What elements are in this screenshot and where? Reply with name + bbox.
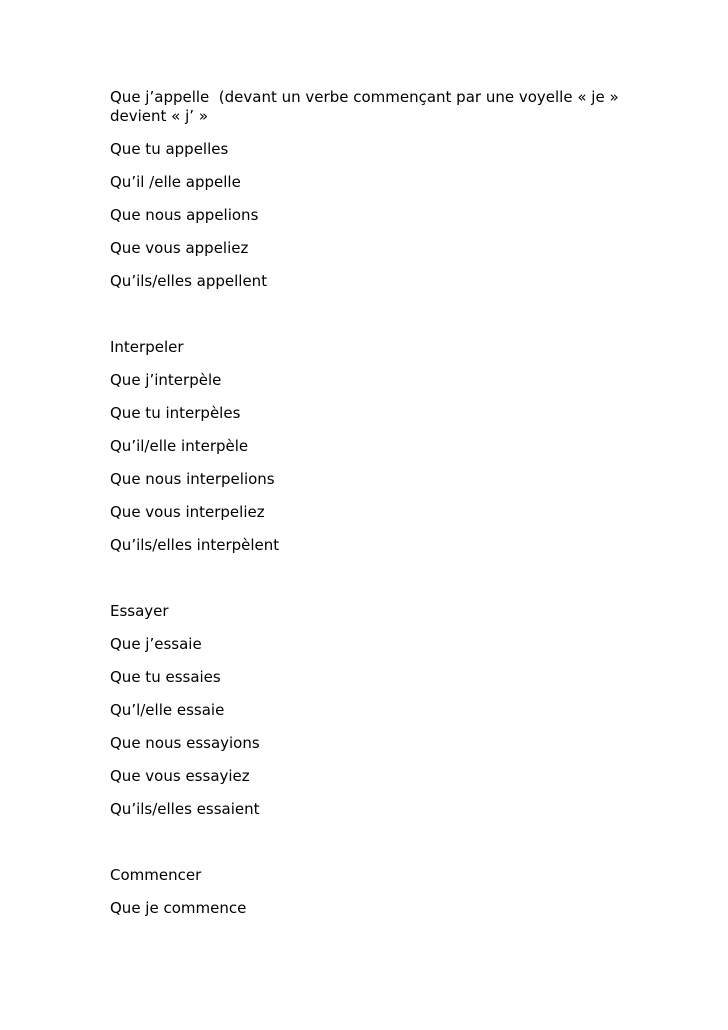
conjugation-line: Qu’il/elle interpèle [110, 437, 249, 455]
conjugation-line: Qu’ils/elles appellent [110, 272, 268, 290]
section-spacer [110, 569, 630, 602]
conjugation-line: Que j’interpèle [110, 371, 222, 389]
conjugation-line: Que j’essaie [110, 635, 202, 653]
conjugation-line: Que tu interpèles [110, 404, 241, 422]
conjugation-line: Qu’ils/elles essaient [110, 800, 260, 818]
conjugation-line: Que nous appelions [110, 206, 259, 224]
verb-heading: Interpeler [110, 338, 184, 356]
section-appeler [110, 88, 630, 291]
conjugation-line: Que vous interpeliez [110, 503, 265, 521]
verb-heading: Essayer [110, 602, 169, 620]
conjugation-line: Qu’ils/elles interpèlent [110, 536, 280, 554]
section-spacer [110, 833, 630, 866]
conjugation-line: Que vous appeliez [110, 239, 249, 257]
conjugation-line: Que je commence [110, 899, 247, 917]
conjugation-line: Qu’l/elle essaie [110, 701, 225, 719]
conjugation-line: Que tu essaies [110, 668, 221, 686]
document-page [110, 88, 630, 932]
conjugation-line: Que tu appelles [110, 140, 229, 158]
section-spacer [110, 305, 630, 338]
conjugation-line: Que nous interpelions [110, 470, 275, 488]
conjugation-line: Qu’il /elle appelle [110, 173, 241, 191]
conjugation-line: Que nous essayions [110, 734, 260, 752]
section-essayer [110, 602, 630, 819]
conjugation-line: Que vous essayiez [110, 767, 250, 785]
section-interpeler [110, 338, 630, 555]
section-commencer [110, 866, 630, 918]
verb-heading: Commencer [110, 866, 202, 884]
conjugation-line: Que j’appelle (devant un verbe commençant par une voyelle « je » devient « j’ » [110, 88, 624, 125]
